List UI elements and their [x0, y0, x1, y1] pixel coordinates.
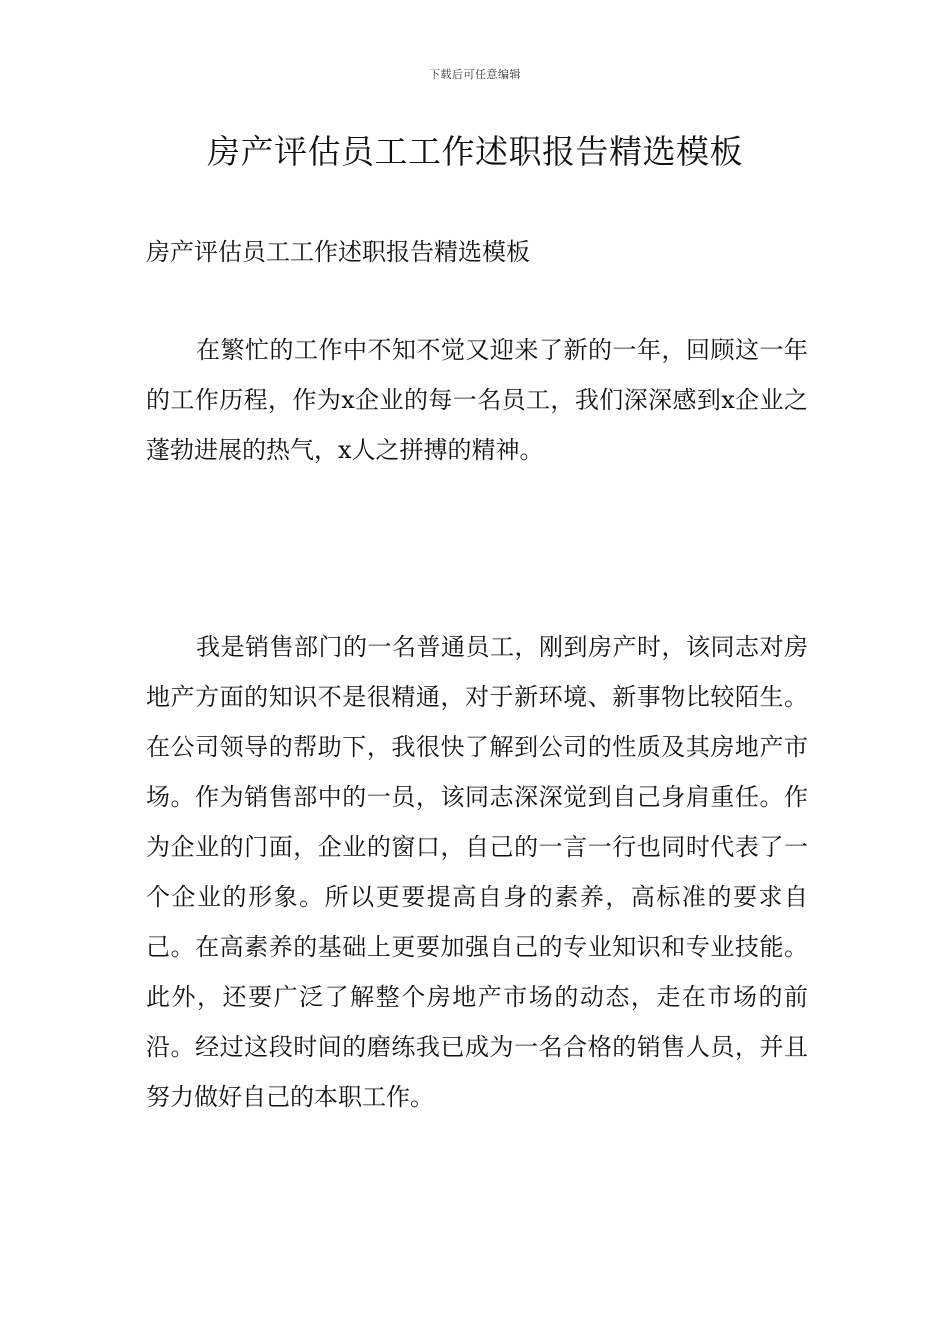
document-title: 房产评估员工工作述职报告精选模板	[207, 132, 743, 171]
paragraph-intro: 在繁忙的工作中不知不觉又迎来了新的一年，回顾这一年的工作历程，作为x企业的每一名员工，我们深深感到x企业之蓬勃进展的热气，x人之拼搏的精神。	[146, 336, 808, 464]
document-subtitle: 房产评估员工工作述职报告精选模板	[146, 238, 530, 266]
paragraph-body: 我是销售部门的一名普通员工，刚到房产时，该同志对房地产方面的知识不是很精通，对于新环境、新事物比较陌生。在公司领导的帮助下，我很快了解到公司的性质及其房地产市场。作为销售部中的一员，该同志深深觉到自己身肩重任。作为企业的门面，企业的窗口，自己的一言一行也同时代表了一个企业的形象。所以更要提高自身的素养，高标准的要求自己。在高素养的基础上更要加强自己的专业知识和专业技能。此外，还要广泛了解整个房地产市场的动态，走在市场的前沿。经过这段时间的磨练我已成为一名合格的销售人员，并且努力做好自己的本职工作。	[146, 633, 808, 1111]
header-note: 下载后可任意编辑	[429, 68, 521, 81]
